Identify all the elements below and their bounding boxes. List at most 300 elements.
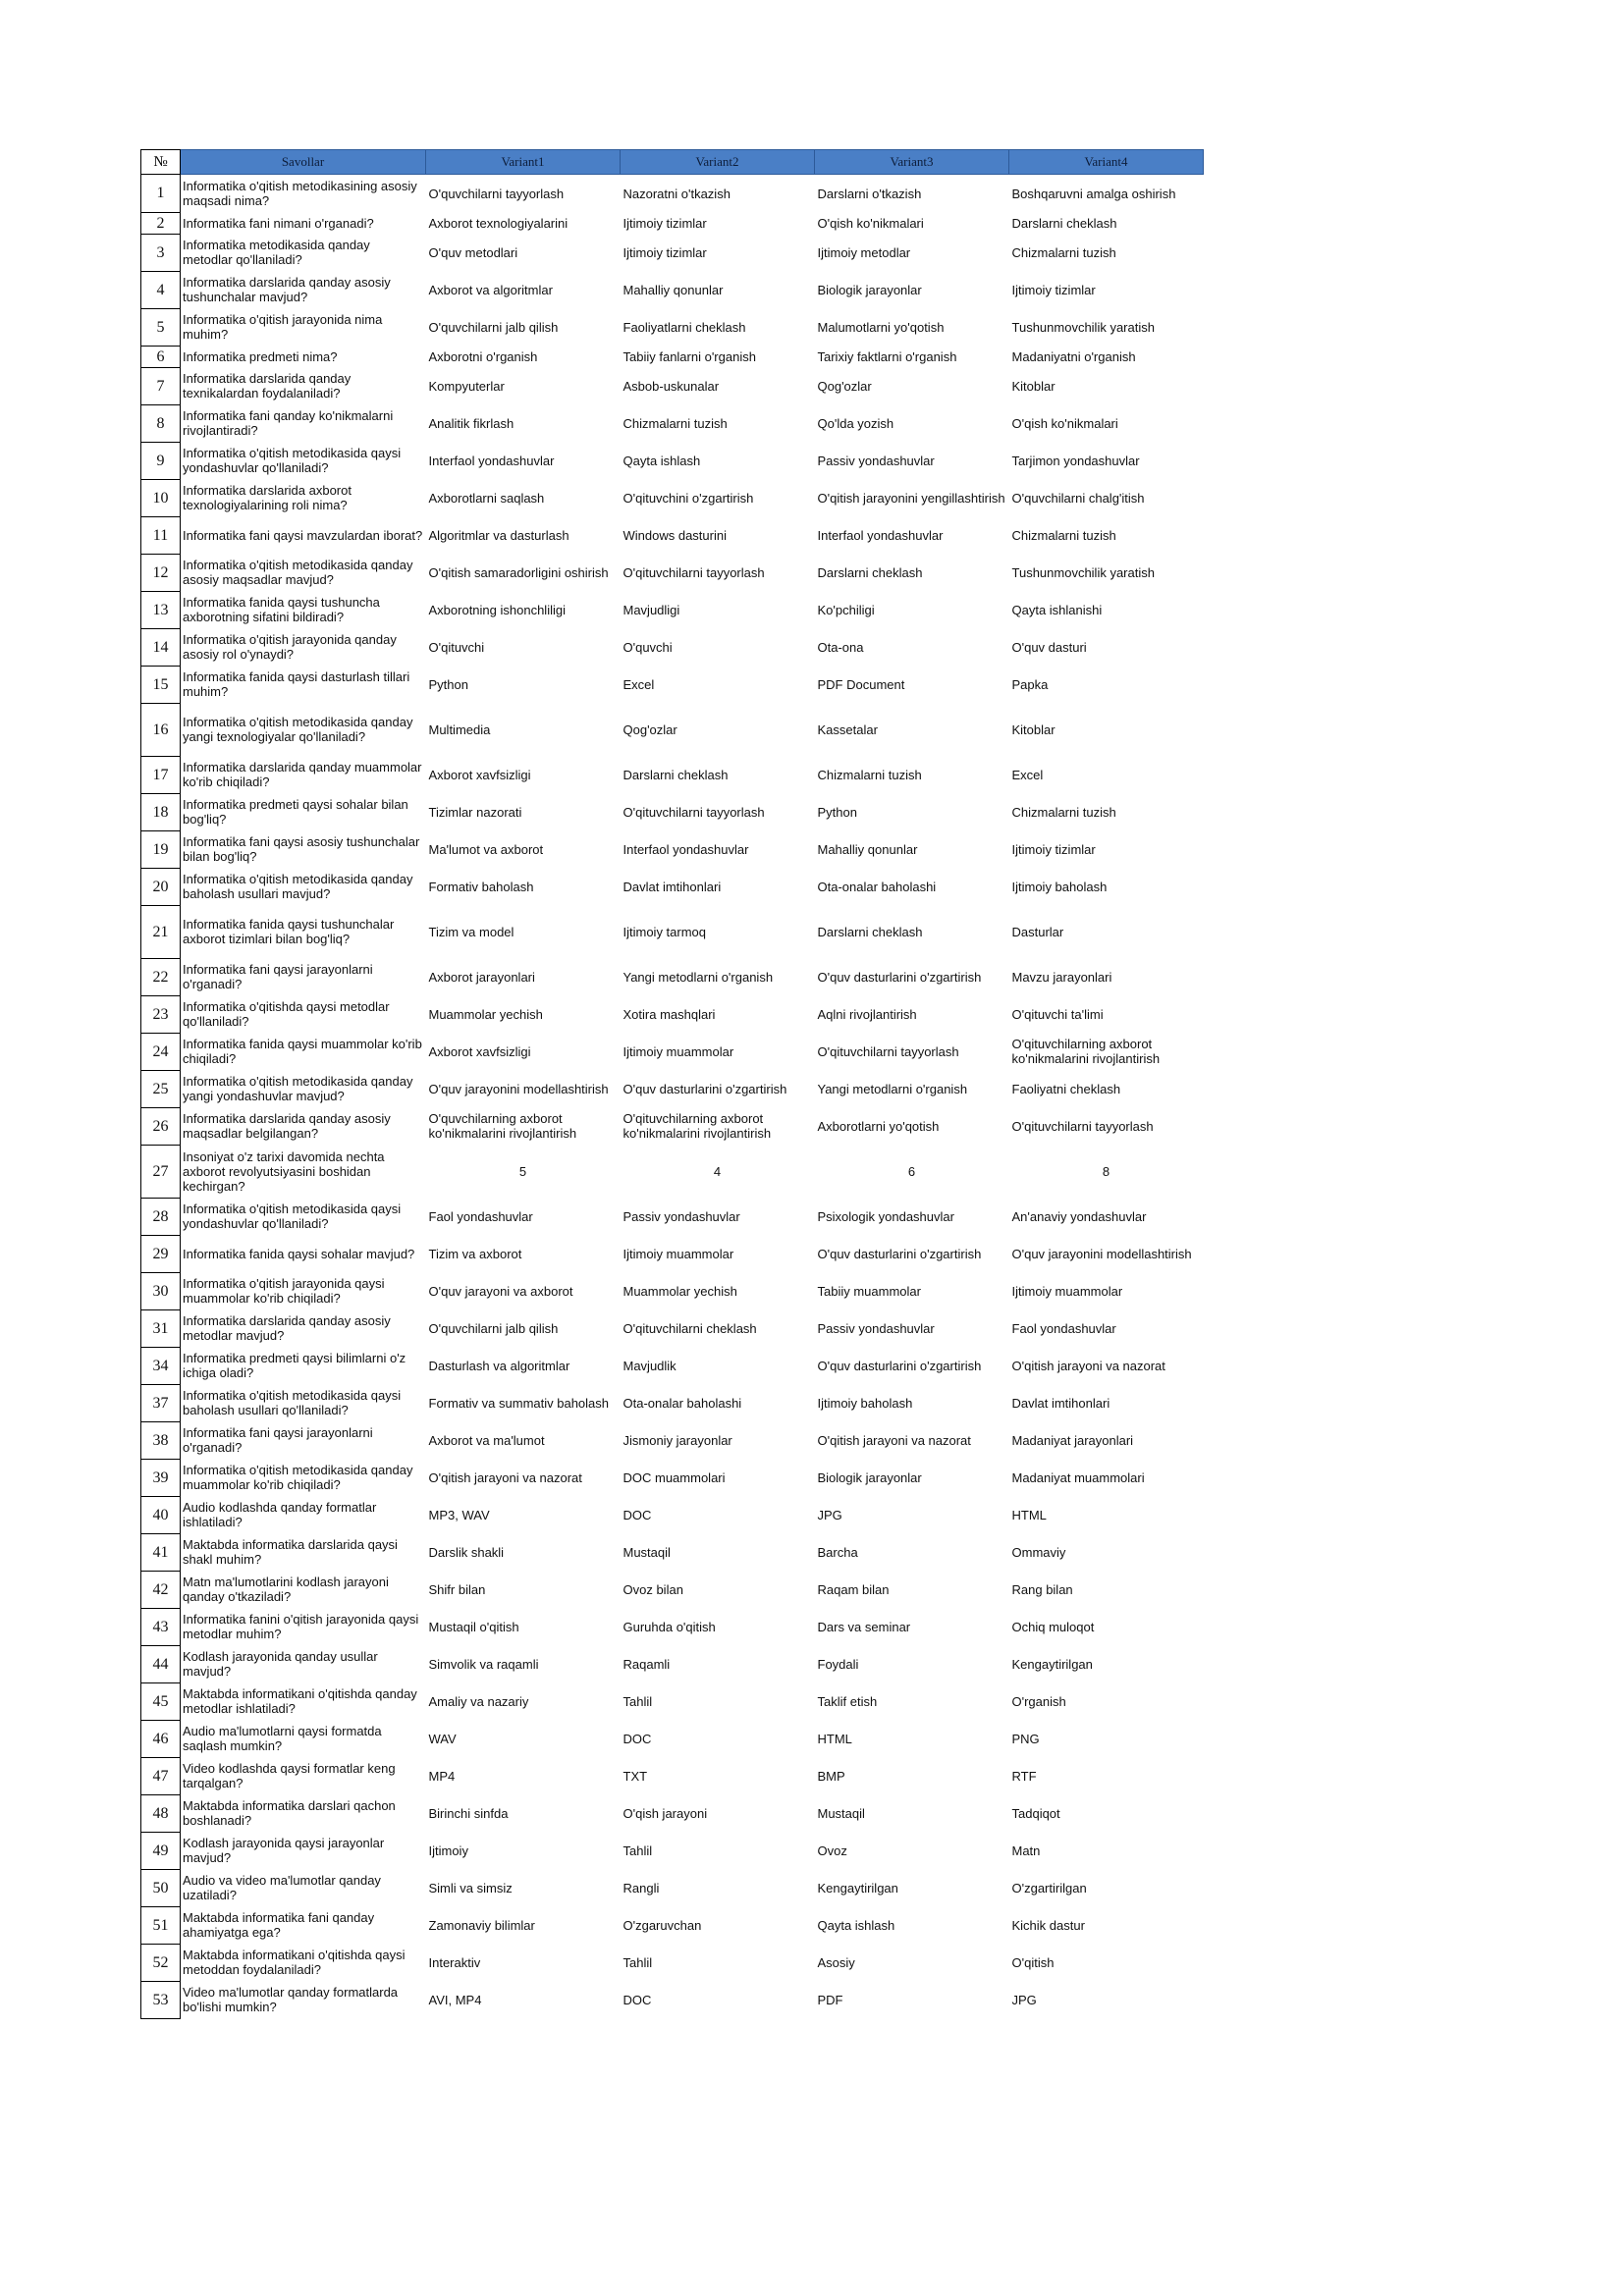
table-row (141, 212, 1204, 234)
row-number: 6 (141, 346, 181, 367)
variant4-cell: Ijtimoiy muammolar (1011, 1283, 1123, 1299)
variant4-cell: Tushunmovchilik yaratish (1011, 319, 1155, 335)
table-row (141, 175, 1204, 213)
row-number: 40 (141, 1496, 181, 1533)
variant3-cell: Axborotlarni yo'qotish (817, 1118, 940, 1134)
question-cell: Audio kodlashda qanday formatlar ishlatiladi? (183, 1500, 377, 1529)
row-number: 22 (141, 958, 181, 995)
variant1-cell: Formativ va summativ baholash (428, 1395, 610, 1411)
variant4-cell: Boshqaruvni amalga oshirish (1011, 186, 1176, 201)
variant3-cell: Darslarni cheklash (817, 564, 923, 580)
variant1-cell: Shifr bilan (428, 1581, 486, 1597)
variant2-cell: DOC (623, 1507, 652, 1522)
variant2-cell: Yangi metodlarni o'rganish (623, 969, 774, 985)
question-cell: Insoniyat o'z tarixi davomida nechta axborot revolyutsiyasini boshidan kechirgan? (183, 1148, 385, 1194)
question-cell: Informatika o'qitish jarayonida nima muhim? (183, 312, 383, 342)
row-number: 23 (141, 995, 181, 1033)
row-number: 18 (141, 793, 181, 830)
question-cell: Informatika fani qaysi mavzulardan iborat? (183, 527, 423, 543)
variant3-cell: Barcha (817, 1544, 858, 1560)
variant2-cell: O'quvchi (623, 639, 673, 655)
variant2-cell: O'qituvchilarni cheklash (623, 1320, 757, 1336)
table-row (141, 234, 1204, 271)
question-cell: Informatika fani nimani o'rganadi? (183, 215, 374, 231)
variant1-cell: Formativ baholash (428, 879, 534, 894)
variant1-cell: WAV (428, 1731, 457, 1746)
row-number: 11 (141, 516, 181, 554)
variant3-cell: Darslarni o'tkazish (817, 186, 922, 201)
table-row (141, 1198, 1204, 1235)
variant4-cell: Kitoblar (1011, 721, 1056, 737)
header-variant2: Variant2 (621, 150, 815, 175)
table-row (141, 1906, 1204, 1944)
variant2-cell: Ijtimoiy tizimlar (623, 244, 707, 260)
row-number: 51 (141, 1906, 181, 1944)
variant1-cell: Ijtimoiy (428, 1842, 468, 1858)
variant2-cell: Nazoratni o'tkazish (623, 186, 731, 201)
table-row (141, 1070, 1204, 1107)
table-row (141, 442, 1204, 479)
variant2-cell: DOC (623, 1731, 652, 1746)
variant2-cell: Tahlil (623, 1842, 653, 1858)
row-number: 42 (141, 1571, 181, 1608)
variant4-cell: RTF (1011, 1768, 1037, 1784)
variant4-cell: O'rganish (1011, 1693, 1066, 1709)
question-cell: Informatika fanida qaysi sohalar mavjud? (183, 1246, 415, 1261)
table-row (141, 367, 1204, 404)
row-number: 17 (141, 756, 181, 793)
table-row (141, 1496, 1204, 1533)
variant1-cell: Axborotning ishonchliligi (428, 602, 566, 617)
variant3-cell: Kengaytirilgan (817, 1880, 898, 1896)
variant3-cell: Aqlni rivojlantirish (817, 1006, 917, 1022)
variant3-cell: Yangi metodlarni o'rganish (817, 1081, 968, 1096)
variant3-cell: Interfaol yondashuvlar (817, 527, 944, 543)
table-row (141, 1145, 1204, 1198)
header-variant1: Variant1 (426, 150, 621, 175)
variant2-cell: O'qish jarayoni (623, 1805, 708, 1821)
table-row (141, 628, 1204, 666)
variant2-cell: Tahlil (623, 1693, 653, 1709)
question-cell: Informatika o'qitish metodikasida qanday yangi yondashuvlar mavjud? (183, 1074, 413, 1103)
row-number: 34 (141, 1347, 181, 1384)
variant2-cell: Ota-onalar baholashi (623, 1395, 742, 1411)
variant4-cell: 8 (1102, 1163, 1110, 1179)
variant1-cell: O'quv metodlari (428, 244, 518, 260)
variant2-cell: O'zgaruvchan (623, 1917, 702, 1933)
variant4-cell: PNG (1011, 1731, 1040, 1746)
row-number: 13 (141, 591, 181, 628)
question-cell: Maktabda informatikani o'qitishda qaysi metoddan foydalaniladi? (183, 1948, 406, 1977)
question-cell: Informatika o'qitish metodikasida qanday baholash usullari mavjud? (183, 872, 413, 901)
variant4-cell: O'qitish jarayoni va nazorat (1011, 1358, 1165, 1373)
variant3-cell: O'qitish jarayoni va nazorat (817, 1432, 971, 1448)
row-number: 31 (141, 1309, 181, 1347)
row-number: 28 (141, 1198, 181, 1235)
variant4-cell: Davlat imtihonlari (1011, 1395, 1110, 1411)
variant3-cell: JPG (817, 1507, 842, 1522)
variant4-cell: Tadqiqot (1011, 1805, 1060, 1821)
question-cell: Audio va video ma'lumotlar qanday uzatiladi? (183, 1873, 381, 1902)
variant4-cell: Chizmalarni tuzish (1011, 804, 1116, 820)
variant2-cell: Mavjudligi (623, 602, 680, 617)
question-cell: Informatika darslarida qanday muammolar ko'rib chiqiladi? (183, 760, 422, 789)
variant1-cell: Simvolik va raqamli (428, 1656, 539, 1672)
row-number: 46 (141, 1720, 181, 1757)
variant3-cell: Ijtimoiy baholash (817, 1395, 913, 1411)
variant1-cell: Python (428, 676, 468, 692)
question-cell: Matn ma'lumotlarini kodlash jarayoni qanday o'tkaziladi? (183, 1575, 389, 1604)
table-row (141, 1608, 1204, 1645)
question-cell: Informatika fanida qaysi dasturlash tillari muhim? (183, 669, 410, 699)
variant2-cell: Qayta ishlash (623, 453, 701, 468)
variant3-cell: O'quv dasturlarini o'zgartirish (817, 969, 982, 985)
question-cell: Informatika predmeti nima? (183, 348, 338, 364)
variant1-cell: Birinchi sinfda (428, 1805, 509, 1821)
question-cell: Informatika o'qitish metodikasida qaysi yondashuvlar qo'llaniladi? (183, 1201, 402, 1231)
variant1-cell: Axborot jarayonlari (428, 969, 535, 985)
variant4-cell: Kitoblar (1011, 378, 1056, 394)
variant2-cell: O'qituvchilarni tayyorlash (623, 564, 765, 580)
variant3-cell: Psixologik yondashuvlar (817, 1208, 954, 1224)
question-cell: Informatika o'qitish metodikasida qanday muammolar ko'rib chiqiladi? (183, 1463, 413, 1492)
header-questions: Savollar (181, 150, 426, 175)
table-row (141, 554, 1204, 591)
row-number: 5 (141, 308, 181, 346)
question-cell: Video kodlashda qaysi formatlar keng tarqalgan? (183, 1761, 396, 1790)
variant2-cell: Chizmalarni tuzish (623, 415, 728, 431)
table-row (141, 346, 1204, 367)
question-cell: Informatika fani qanday ko'nikmalarni rivojlantiradi? (183, 408, 394, 438)
row-number: 26 (141, 1107, 181, 1145)
variant3-cell: Malumotlarni yo'qotish (817, 319, 945, 335)
table-row (141, 1720, 1204, 1757)
row-number: 15 (141, 666, 181, 703)
variant1-cell: Axborot xavfsizligi (428, 767, 531, 782)
variant4-cell: Darslarni cheklash (1011, 215, 1117, 231)
question-cell: Informatika predmeti qaysi sohalar bilan bog'liq? (183, 797, 408, 827)
variant3-cell: BMP (817, 1768, 845, 1784)
row-number: 29 (141, 1235, 181, 1272)
variant4-cell: O'zgartirilgan (1011, 1880, 1087, 1896)
row-number: 8 (141, 404, 181, 442)
question-cell: Maktabda informatika darslari qachon boshlanadi? (183, 1798, 396, 1828)
row-number: 50 (141, 1869, 181, 1906)
row-number: 3 (141, 234, 181, 271)
variant4-cell: Matn (1011, 1842, 1041, 1858)
table-row (141, 1794, 1204, 1832)
variant1-cell: Darslik shakli (428, 1544, 505, 1560)
variant1-cell: O'quvchilarni tayyorlash (428, 186, 565, 201)
question-cell: Informatika fani qaysi jarayonlarni o'rganadi? (183, 962, 373, 991)
variant2-cell: Jismoniy jarayonlar (623, 1432, 732, 1448)
question-cell: Audio ma'lumotlarni qaysi formatda saqlash mumkin? (183, 1724, 382, 1753)
table-row (141, 1682, 1204, 1720)
row-number: 45 (141, 1682, 181, 1720)
variant1-cell: Dasturlash va algoritmlar (428, 1358, 570, 1373)
variant2-cell: O'quv dasturlarini o'zgartirish (623, 1081, 787, 1096)
variant1-cell: Kompyuterlar (428, 378, 505, 394)
table-row (141, 1347, 1204, 1384)
row-number: 21 (141, 905, 181, 958)
variant4-cell: O'quvchilarni chalg'itish (1011, 490, 1145, 506)
variant2-cell: Tabiiy fanlarni o'rganish (623, 348, 756, 364)
variant3-cell: Python (817, 804, 857, 820)
variant3-cell: PDF Document (817, 676, 905, 692)
variant1-cell: Axborot va algoritmlar (428, 282, 553, 297)
row-number: 53 (141, 1981, 181, 2018)
row-number: 30 (141, 1272, 181, 1309)
variant1-cell: Simli va simsiz (428, 1880, 513, 1896)
variant3-cell: Passiv yondashuvlar (817, 1320, 935, 1336)
table-row (141, 404, 1204, 442)
variant4-cell: Faoliyatni cheklash (1011, 1081, 1121, 1096)
row-number: 2 (141, 212, 181, 234)
variant4-cell: O'qitish (1011, 1954, 1055, 1970)
variant2-cell: O'qituvchilarni tayyorlash (623, 804, 765, 820)
variant2-cell: Ijtimoiy tarmoq (623, 924, 707, 939)
table-row (141, 905, 1204, 958)
question-cell: Informatika darslarida qanday asosiy tushunchalar mavjud? (183, 275, 391, 304)
variant2-cell: TXT (623, 1768, 648, 1784)
table-header (141, 150, 1204, 175)
table-row (141, 1459, 1204, 1496)
question-cell: Informatika fanini o'qitish jarayonida qaysi metodlar muhim? (183, 1612, 419, 1641)
table-row (141, 1384, 1204, 1421)
table-row (141, 1272, 1204, 1309)
variant3-cell: 6 (907, 1163, 916, 1179)
row-number: 24 (141, 1033, 181, 1070)
question-cell: Informatika fanida qaysi muammolar ko'rib chiqiladi? (183, 1037, 422, 1066)
variant1-cell: O'qitish jarayoni va nazorat (428, 1469, 582, 1485)
header-variant3: Variant3 (815, 150, 1009, 175)
row-number: 4 (141, 271, 181, 308)
variant4-cell: Ommaviy (1011, 1544, 1066, 1560)
variant3-cell: Mahalliy qonunlar (817, 841, 918, 857)
variant3-cell: Chizmalarni tuzish (817, 767, 922, 782)
question-cell: Informatika o'qitish metodikasida qaysi yondashuvlar qo'llaniladi? (183, 446, 402, 475)
row-number: 20 (141, 868, 181, 905)
table-row (141, 1533, 1204, 1571)
variant3-cell: Ovoz (817, 1842, 847, 1858)
variant4-cell: Mavzu jarayonlari (1011, 969, 1112, 985)
question-cell: Maktabda informatika darslarida qaysi shakl muhim? (183, 1537, 398, 1567)
question-cell: Informatika o'qitish jarayonida qaysi muammolar ko'rib chiqiladi? (183, 1276, 385, 1306)
question-cell: Informatika o'qitish metodikasida qanday asosiy maqsadlar mavjud? (183, 558, 413, 587)
row-number: 41 (141, 1533, 181, 1571)
variant1-cell: Axborot texnologiyalarini (428, 215, 568, 231)
variant4-cell: Faol yondashuvlar (1011, 1320, 1116, 1336)
variant4-cell: Dasturlar (1011, 924, 1064, 939)
variant1-cell: O'quvchilarni jalb qilish (428, 319, 559, 335)
variant4-cell: JPG (1011, 1992, 1037, 2007)
variant3-cell: O'qituvchilarni tayyorlash (817, 1043, 959, 1059)
variant2-cell: Qog'ozlar (623, 721, 677, 737)
row-number: 48 (141, 1794, 181, 1832)
variant1-cell: Algoritmlar va dasturlash (428, 527, 569, 543)
variant2-cell: Interfaol yondashuvlar (623, 841, 749, 857)
row-number: 16 (141, 703, 181, 756)
table-row (141, 958, 1204, 995)
variant2-cell: DOC (623, 1992, 652, 2007)
question-cell: Informatika o'qitish jarayonida qanday asosiy rol o'ynaydi? (183, 632, 397, 662)
variant3-cell: Qog'ozlar (817, 378, 872, 394)
variant3-cell: Biologik jarayonlar (817, 282, 922, 297)
variant2-cell: Xotira mashqlari (623, 1006, 716, 1022)
variant1-cell: Mustaqil o'qitish (428, 1619, 519, 1634)
question-cell: Informatika fanida qaysi tushunchalar axborot tizimlari bilan bog'liq? (183, 917, 395, 946)
variant3-cell: Mustaqil (817, 1805, 865, 1821)
variant2-cell: Raqamli (623, 1656, 671, 1672)
variant1-cell: Tizim va axborot (428, 1246, 522, 1261)
variant4-cell: O'qituvchilarning axborot ko'nikmalarini rivojlantirish (1011, 1037, 1161, 1066)
question-cell: Informatika o'qitish metodikasining asosiy maqsadi nima? (183, 179, 417, 208)
variant2-cell: Ijtimoiy muammolar (623, 1043, 734, 1059)
variant3-cell: Qo'lda yozish (817, 415, 894, 431)
variant3-cell: O'quv dasturlarini o'zgartirish (817, 1358, 982, 1373)
table-row (141, 830, 1204, 868)
question-cell: Kodlash jarayonida qaysi jarayonlar mavjud? (183, 1836, 385, 1865)
table-row (141, 868, 1204, 905)
variant3-cell: Dars va seminar (817, 1619, 911, 1634)
table-row (141, 1571, 1204, 1608)
table-row (141, 1107, 1204, 1145)
question-cell: Informatika fani qaysi asosiy tushunchalar bilan bog'liq? (183, 834, 420, 864)
row-number: 52 (141, 1944, 181, 1981)
variant4-cell: Kichik dastur (1011, 1917, 1085, 1933)
variant4-cell: Ijtimoiy tizimlar (1011, 841, 1096, 857)
variant2-cell: Rangli (623, 1880, 660, 1896)
variant3-cell: Asosiy (817, 1954, 855, 1970)
header-variant4: Variant4 (1009, 150, 1204, 175)
row-number: 7 (141, 367, 181, 404)
variant3-cell: Passiv yondashuvlar (817, 453, 935, 468)
row-number: 9 (141, 442, 181, 479)
row-number: 27 (141, 1145, 181, 1198)
variant2-cell: Ovoz bilan (623, 1581, 683, 1597)
question-cell: Informatika darslarida qanday texnikalardan foydalaniladi? (183, 371, 352, 400)
row-number: 1 (141, 175, 181, 213)
variant1-cell: Axborotni o'rganish (428, 348, 538, 364)
variant3-cell: Ko'pchiligi (817, 602, 875, 617)
variant2-cell: O'qituvchilarning axborot ko'nikmalarini rivojlantirish (623, 1111, 772, 1141)
variant2-cell: Mahalliy qonunlar (623, 282, 724, 297)
variant2-cell: O'qituvchini o'zgartirish (623, 490, 754, 506)
header-number: № (141, 150, 181, 175)
table-row (141, 1645, 1204, 1682)
variant1-cell: O'qituvchi (428, 639, 485, 655)
variant2-cell: Davlat imtihonlari (623, 879, 722, 894)
table-row (141, 1869, 1204, 1906)
variant1-cell: MP3, WAV (428, 1507, 490, 1522)
table-row (141, 1309, 1204, 1347)
variant4-cell: Ochiq muloqot (1011, 1619, 1095, 1634)
variant2-cell: Asbob-uskunalar (623, 378, 720, 394)
variant2-cell: Passiv yondashuvlar (623, 1208, 740, 1224)
variant3-cell: HTML (817, 1731, 852, 1746)
table-row (141, 756, 1204, 793)
row-number: 25 (141, 1070, 181, 1107)
variant3-cell: Tarixiy faktlarni o'rganish (817, 348, 957, 364)
table-row (141, 995, 1204, 1033)
variant2-cell: Windows dasturini (623, 527, 727, 543)
question-cell: Informatika darslarida qanday asosiy metodlar mavjud? (183, 1313, 391, 1343)
variant1-cell: Axborot va ma'lumot (428, 1432, 545, 1448)
variant4-cell: Qayta ishlanishi (1011, 602, 1103, 617)
variant4-cell: Chizmalarni tuzish (1011, 244, 1116, 260)
variant2-cell: DOC muammolari (623, 1469, 726, 1485)
variant4-cell: Chizmalarni tuzish (1011, 527, 1116, 543)
variant3-cell: Taklif etish (817, 1693, 878, 1709)
variant4-cell: O'quv dasturi (1011, 639, 1087, 655)
variant3-cell: Ota-onalar baholashi (817, 879, 937, 894)
row-number: 12 (141, 554, 181, 591)
question-cell: Informatika o'qitishda qaysi metodlar qo'llaniladi? (183, 999, 390, 1029)
variant1-cell: O'quv jarayonini modellashtirish (428, 1081, 609, 1096)
question-cell: Informatika darslarida qanday asosiy maqsadlar belgilangan? (183, 1111, 391, 1141)
variant3-cell: Darslarni cheklash (817, 924, 923, 939)
table-row (141, 793, 1204, 830)
variant2-cell: Ijtimoiy tizimlar (623, 215, 707, 231)
table-row (141, 591, 1204, 628)
variant2-cell: Guruhda o'qitish (623, 1619, 716, 1634)
variant4-cell: O'qituvchilarni tayyorlash (1011, 1118, 1154, 1134)
table-row (141, 479, 1204, 516)
variant1-cell: Multimedia (428, 721, 491, 737)
variant4-cell: Kengaytirilgan (1011, 1656, 1093, 1672)
question-cell: Informatika fanida qaysi tushuncha axborotning sifatini bildiradi? (183, 595, 380, 624)
variant1-cell: O'qitish samaradorligini oshirish (428, 564, 609, 580)
row-number: 38 (141, 1421, 181, 1459)
question-cell: Video ma'lumotlar qanday formatlarda bo'lishi mumkin? (183, 1985, 399, 2014)
table-row (141, 1235, 1204, 1272)
variant3-cell: Qayta ishlash (817, 1917, 895, 1933)
variant3-cell: Kassetalar (817, 721, 878, 737)
table-row (141, 1757, 1204, 1794)
variant2-cell: 4 (713, 1163, 722, 1179)
variant3-cell: Ota-ona (817, 639, 864, 655)
row-number: 43 (141, 1608, 181, 1645)
row-number: 10 (141, 479, 181, 516)
question-cell: Informatika darslarida axborot texnologiyalarining roli nima? (183, 483, 352, 512)
question-cell: Informatika metodikasida qanday metodlar qo'llaniladi? (183, 238, 370, 267)
variant4-cell: An'anaviy yondashuvlar (1011, 1208, 1147, 1224)
variant1-cell: Interaktiv (428, 1954, 481, 1970)
variant2-cell: Mavjudlik (623, 1358, 677, 1373)
table-row (141, 1981, 1204, 2018)
variant4-cell: Ijtimoiy baholash (1011, 879, 1108, 894)
variant1-cell: Muammolar yechish (428, 1006, 543, 1022)
variant4-cell: O'qish ko'nikmalari (1011, 415, 1118, 431)
variant1-cell: O'quv jarayoni va axborot (428, 1283, 573, 1299)
variant4-cell: Madaniyat jarayonlari (1011, 1432, 1134, 1448)
table-row (141, 1832, 1204, 1869)
variant3-cell: Biologik jarayonlar (817, 1469, 922, 1485)
row-number: 39 (141, 1459, 181, 1496)
variant1-cell: Ma'lumot va axborot (428, 841, 544, 857)
variant4-cell: Tushunmovchilik yaratish (1011, 564, 1155, 580)
variant4-cell: Madaniyat muammolari (1011, 1469, 1145, 1485)
variant1-cell: Faol yondashuvlar (428, 1208, 533, 1224)
table-row (141, 308, 1204, 346)
variant2-cell: Muammolar yechish (623, 1283, 737, 1299)
variant4-cell: O'qituvchi ta'limi (1011, 1006, 1104, 1022)
variant1-cell: Tizim va model (428, 924, 514, 939)
variant4-cell: Excel (1011, 767, 1044, 782)
variant4-cell: HTML (1011, 1507, 1047, 1522)
variant3-cell: O'quv dasturlarini o'zgartirish (817, 1246, 982, 1261)
variant2-cell: Tahlil (623, 1954, 653, 1970)
